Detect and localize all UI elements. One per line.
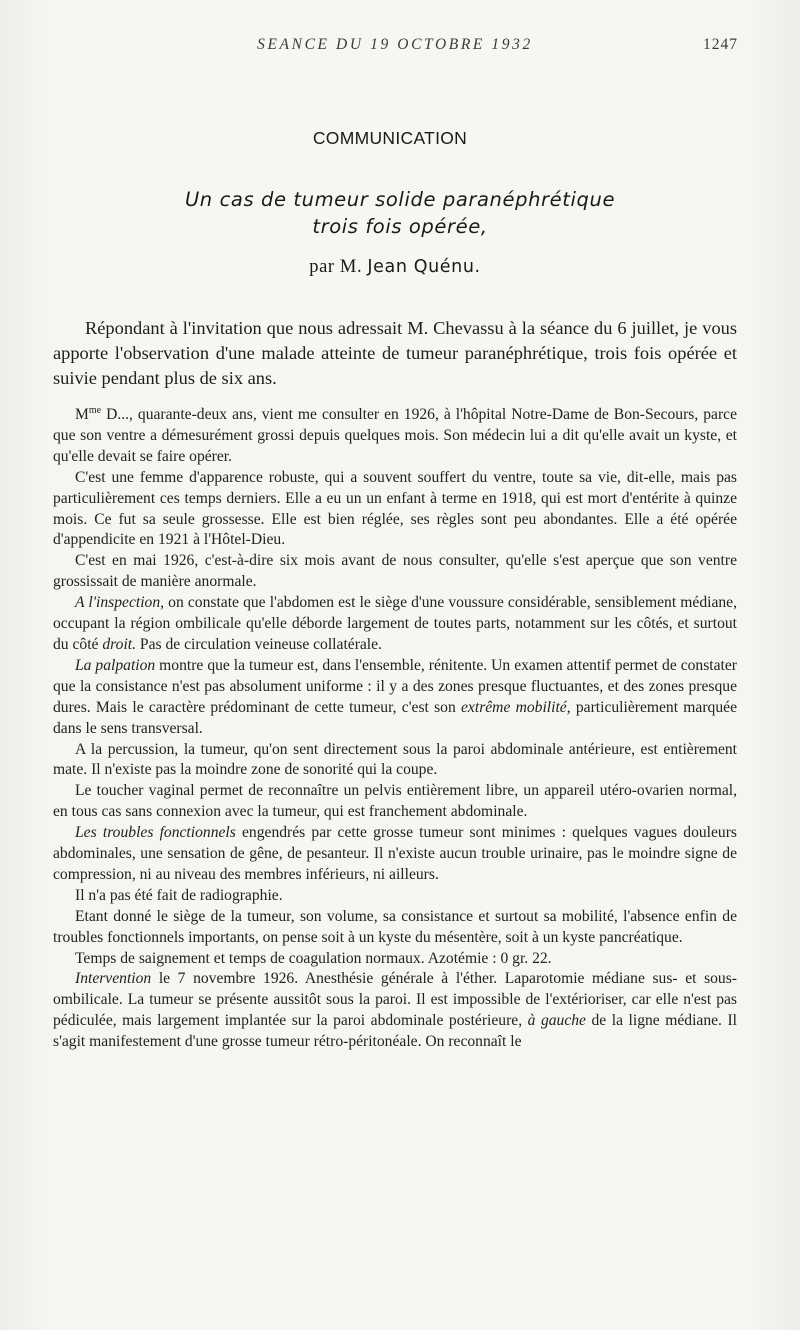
paragraph-text: engendrés par cette grosse tumeur sont minimes : quelques vagues douleurs abdominales, une sensation de gêne, de pesanteur. Il n'existe aucun trouble urinaire, pas le moindre signe de compression, ni au niveau des membres inférieurs, ni ailleurs. [53,824,737,883]
article-title-line-2: trois fois opérée, [312,215,488,238]
author-prefix: par M. [309,257,368,277]
observation-paragraph: Le toucher vaginal permet de reconnaître un pelvis entièrement libre, un appareil utéro-ovarien normal, en tous cas sans connexion avec la tumeur, qui est franchement abdominale. [53,782,737,821]
paragraph-text: le 7 novembre 1926. Anesthésie générale à l'éther. Laparotomie médiane sus- et sous-ombilicale. La tumeur se présente aussitôt sous la paroi. Il est impossible de l'extérioriser, car elle n'est pas pédiculée, mais largement implantée sur la paroi abdominale postérieure, [53,970,737,1030]
italic-heading: A l'inspection, [75,594,165,612]
section-heading: COMMUNICATION [312,128,468,148]
italic-emphasis: droit. [102,635,137,653]
author-name: Jean Quénu. [367,257,481,277]
italic-emphasis: extrême mobilité, [461,698,571,716]
paragraph-text: on constate que l'abdomen est le siège d'une voussure considérable, sensiblement médiane, occupant la région ombilicale qu'elle déborde largement de toutes parts, notamment sur les côtés, et surtout du côté [53,594,737,653]
observation-paragraph [53,823,737,886]
observation-paragraph: C'est en mai 1926, c'est-à-dire six mois avant de nous consulter, qu'elle s'est aperçue que son ventre grossissait de manière anormale. [53,552,737,591]
author-line [0,257,790,278]
observation-paragraph: Temps de saignement et temps de coagulation normaux. Azotémie : 0 gr. 22. [75,949,552,967]
observation-paragraph: A la percussion, la tumeur, qu'on sent directement sous la paroi abdominale antérieure, est entièrement mate. Il n'existe pas la moindre zone de sonorité qui la coupe. [53,740,737,779]
running-head-title: SEANCE DU 19 OCTOBRE 1932 [257,36,533,53]
italic-heading: Les troubles fonctionnels [75,824,236,842]
observation-paragraph [53,405,737,468]
observation-paragraph [53,969,737,1053]
paragraph-text: Pas de circulation veineuse collatérale. [136,635,382,653]
observation-paragraph [53,593,737,656]
observation-body [53,405,737,1053]
page-number: 1247 [703,36,738,53]
paragraph-text: D..., quarante-deux ans, vient me consulter en 1926, à l'hôpital Notre-Dame de Bon-Secours, parce que son ventre a démesurément grossi depuis quelques mois. Son médecin lui a dit qu'elle avait un kyste, et qu'elle devait se faire opérer. [53,406,737,465]
article-title-line-1: Un cas de tumeur solide paranéphrétique [184,188,616,211]
observation-paragraph: Il n'a pas été fait de radiographie. [75,886,283,904]
patient-title-superscript: me [88,405,102,416]
article-title [0,186,800,240]
paragraph-text: particulièrement marquée dans le sens transversal. [53,698,737,737]
observation-paragraph: C'est une femme d'apparence robuste, qui a souvent souffert du ventre, toute sa vie, dit-elle, mais pas particulièrement ces temps derniers. Elle a eu un un enfant à terme en 1918, qui est mort d'entérite à quinze mois. Ce fut sa seule grossesse. Elle est bien réglée, ses règles sont peu abondantes. Elle a été opérée d'appendicite en 1921 à l'Hôtel-Dieu. [53,468,737,549]
italic-emphasis: à gauche [527,1012,586,1030]
patient-title: M [75,406,89,423]
paragraph-text: montre que la tumeur est, dans l'ensemble, rénitente. Un examen attentif permet de constater que la consistance n'est pas absolument uniforme : il y a des zones presque fluctuantes, et des zones presque dures. Mais le caractère prédominant de cette tumeur, c'est son [53,656,737,716]
paragraph-text: de la ligne médiane. Il s'agit manifestement d'une grosse tumeur rétro-péritonéale. On reconnaît le [53,1012,737,1051]
italic-heading: Intervention [75,970,152,988]
observation-paragraph: Etant donné le siège de la tumeur, son volume, sa consistance et surtout sa mobilité, l'absence enfin de troubles fonctionnels importants, on pense soit à un kyste du mésentère, soit à un kyste pancréatique. [53,907,737,946]
italic-heading: La palpation [75,656,156,674]
observation-paragraph [53,656,737,740]
running-head [52,36,738,58]
intro-paragraph: Répondant à l'invitation que nous adressait M. Chevassu à la séance du 6 juillet, je vous apporte l'observation d'une malade atteinte de tumeur paranéphrétique, trois fois opérée et suivie pendant plus de six ans. [53,318,737,388]
